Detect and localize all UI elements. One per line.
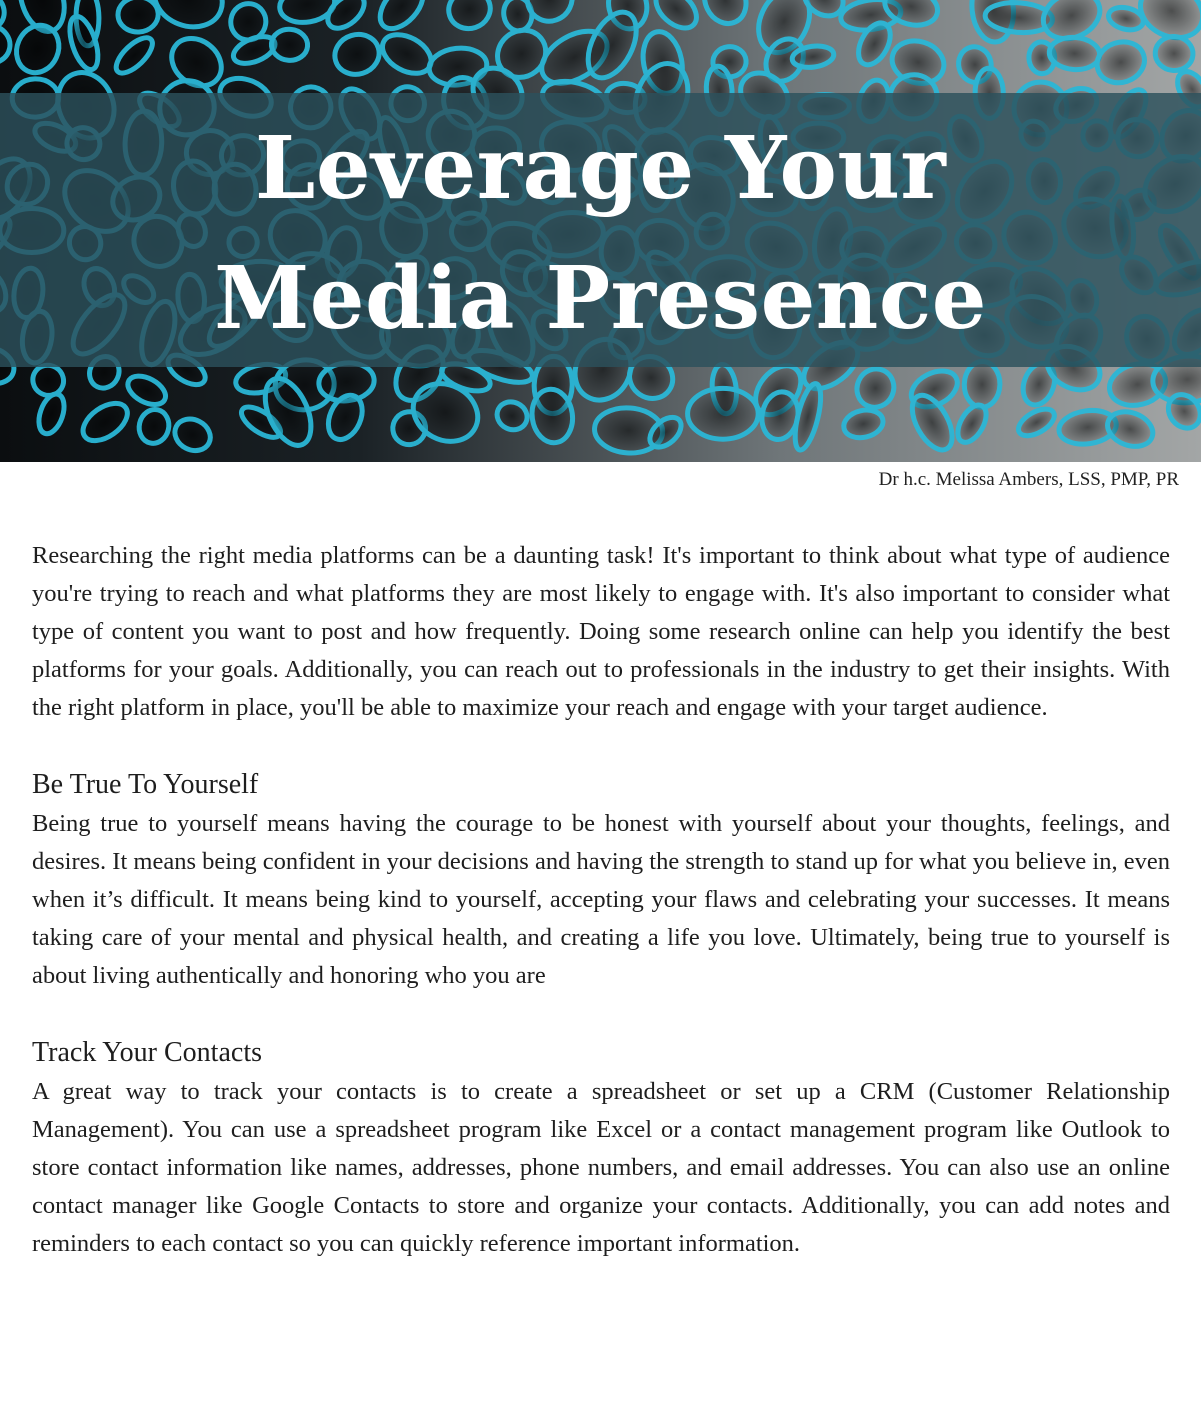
texture-cell bbox=[851, 363, 900, 414]
texture-cell bbox=[0, 405, 2, 451]
texture-cell bbox=[952, 400, 992, 447]
texture-cell bbox=[34, 391, 69, 437]
texture-cell bbox=[1154, 35, 1195, 72]
texture-cell bbox=[1048, 36, 1101, 71]
texture-cell bbox=[1014, 404, 1059, 442]
title-line-2: Media Presence bbox=[214, 248, 987, 349]
texture-cell bbox=[688, 388, 759, 439]
texture-cell bbox=[111, 32, 158, 79]
section-heading-track-contacts: Track Your Contacts bbox=[32, 1037, 262, 1068]
texture-cell bbox=[492, 397, 531, 435]
texture-cell bbox=[123, 370, 170, 410]
title-line-1: Leverage Your bbox=[254, 118, 947, 219]
texture-cell bbox=[904, 389, 960, 457]
texture-cell bbox=[0, 22, 13, 67]
article-body bbox=[32, 537, 1170, 1263]
texture-cell bbox=[697, 0, 754, 31]
texture-cell bbox=[76, 396, 134, 448]
hero-banner bbox=[0, 0, 1201, 462]
texture-cell bbox=[136, 407, 172, 447]
section-heading-be-true: Be True To Yourself bbox=[32, 769, 259, 800]
section-body-track-contacts: A great way to track your contacts is to create a spreadsheet or set up a CRM (Customer Relationship Management). You can use a spreadsheet program like Excel or a contact management program like Outlook to store contact information like names, addresses, phone numbers, and email addresses. You can also use an online contact manager like Google Contacts to store and organize your contacts. Additionally, you can add notes and reminders to each contact so you can quickly reference important information. bbox=[32, 1078, 1170, 1257]
texture-cell bbox=[372, 0, 431, 37]
texture-cell bbox=[169, 413, 215, 456]
texture-cell bbox=[270, 28, 309, 62]
section-body-be-true: Being true to yourself means having the courage to be honest with yourself about your thoughts, feelings, and desires. It means being confident in your decisions and having the strength to stand up for what you believe in, even when it’s difficult. It means being kind to yourself, accepting your flaws and celebrating your successes. It means taking care of your mental and physical health, and creating a life you love. Ultimately, being true to yourself is about living authentically and honoring who you are bbox=[32, 810, 1170, 989]
texture-cell bbox=[0, 0, 7, 31]
texture-cell bbox=[117, 0, 159, 33]
author-byline: Dr h.c. Melissa Ambers, LSS, PMP, PR bbox=[878, 469, 1179, 490]
texture-cell bbox=[444, 0, 496, 34]
page-title bbox=[0, 104, 1201, 364]
texture-cell bbox=[964, 361, 1001, 408]
texture-cell bbox=[1092, 36, 1150, 89]
intro-paragraph: Researching the right media platforms can be a daunting task! It's important to think about what type of audience you're trying to reach and what platforms they are most likely to engage with. It's also important to consider what type of content you want to post and how frequently. Doing some research online can help you identify the best platforms for your goals. Additionally, you can reach out to professionals in the industry to get their insights. With the right platform in place, you'll be able to maximize your reach and engage with your target audience. bbox=[32, 542, 1170, 721]
texture-cell bbox=[330, 29, 384, 80]
texture-cell bbox=[841, 406, 886, 441]
